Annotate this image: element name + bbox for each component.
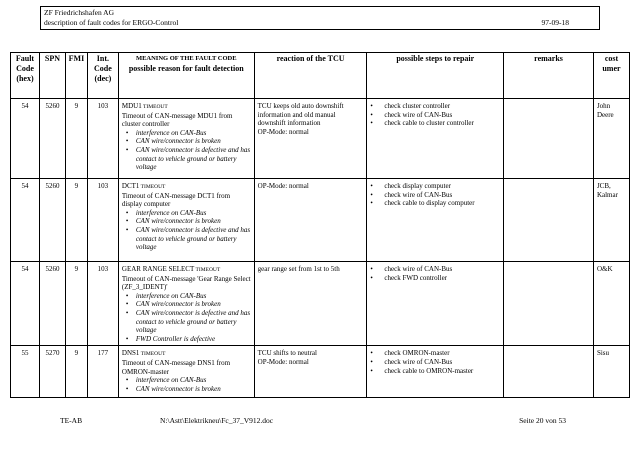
cell-meaning: [118, 346, 254, 398]
cell-steps: [367, 99, 504, 179]
cause-list: [122, 376, 251, 393]
col-spn: SPN: [39, 53, 65, 99]
timeout-message: Timeout of CAN-message DCT1 from display computer: [121, 191, 231, 209]
repair-step: • check wire of CAN-Bus: [370, 358, 500, 367]
col-fmi: FMI: [65, 53, 87, 99]
col-int-code: Int. Code (dec): [87, 53, 118, 99]
signal-id: DCT1: [121, 182, 140, 190]
reaction-text: gear range set from 1st to 5th: [257, 265, 340, 273]
cell-reaction: [254, 99, 367, 179]
cell-int-code: 103: [87, 262, 118, 346]
repair-step-list: [370, 349, 500, 375]
cause-list: [122, 209, 251, 252]
repair-step: • check FWD controller: [370, 274, 500, 283]
cell-reaction: [254, 346, 367, 398]
cell-spn: 5260: [39, 262, 65, 346]
cell-meaning: [118, 99, 254, 179]
col-meaning-title: MEANING OF THE FAULT CODE: [135, 55, 237, 62]
cause-item: • interference on CAN-Bus: [126, 292, 251, 301]
signal-suffix: TIMEOUT: [195, 267, 221, 273]
col-meaning: [118, 53, 254, 99]
cause-item: • interference on CAN-Bus: [126, 209, 251, 218]
cell-fmi: 9: [65, 179, 87, 262]
repair-step: • check wire of CAN-Bus: [370, 191, 500, 200]
cause-item: • interference on CAN-Bus: [126, 129, 251, 138]
timeout-message: Timeout of CAN-message DNS1 from OMRON-master: [121, 358, 231, 376]
signal-id: GEAR RANGE SELECT: [121, 265, 195, 273]
fault-code-table: [10, 52, 630, 398]
reaction-text: TCU shifts to neutral: [257, 349, 317, 358]
timeout-message: Timeout of CAN-message 'Gear Range Select (ZF_3_IDENT)': [121, 274, 251, 292]
cell-spn: 5270: [39, 346, 65, 398]
table-row: [11, 262, 630, 346]
table-header-row: [11, 53, 630, 99]
document-description: description of fault codes for ERGO-Control: [44, 18, 179, 27]
cause-item: • CAN wire/connector is defective and has contact to vehicle ground or battery voltage: [126, 309, 251, 335]
cell-remarks: [504, 346, 594, 398]
op-mode: OP-Mode: normal: [257, 357, 309, 366]
cell-fault-code: 55: [11, 346, 40, 398]
signal-name: [122, 182, 251, 192]
cause-item: • CAN wire/connector is broken: [126, 300, 251, 309]
repair-step: • check cable to OMRON-master: [370, 367, 500, 376]
cell-int-code: 103: [87, 179, 118, 262]
cell-int-code: 177: [87, 346, 118, 398]
cause-item: • CAN wire/connector is broken: [126, 137, 251, 146]
cell-spn: 5260: [39, 99, 65, 179]
repair-step-list: [370, 182, 500, 208]
op-mode: OP-Mode: normal: [257, 127, 309, 136]
cell-customer: JCB, Kalmar: [593, 179, 629, 262]
footer-department: TE-AB: [60, 416, 83, 425]
reaction-text: OP-Mode: normal: [257, 182, 309, 190]
cause-item: • FWD Controller is defective: [126, 335, 251, 344]
cell-spn: 5260: [39, 179, 65, 262]
repair-step: • check cable to cluster controller: [370, 119, 500, 128]
signal-id: MDU1: [121, 102, 142, 110]
cell-int-code: 103: [87, 99, 118, 179]
signal-suffix: TIMEOUT: [143, 104, 168, 110]
cell-fmi: 9: [65, 99, 87, 179]
cell-fault-code: 54: [11, 99, 40, 179]
cell-meaning: [118, 262, 254, 346]
cause-item: • CAN wire/connector is defective and has contact to vehicle ground or battery voltage: [126, 146, 251, 172]
signal-name: [122, 102, 251, 112]
company-name: ZF Friedrichshafen AG: [44, 8, 114, 17]
cell-meaning: [118, 179, 254, 262]
cell-remarks: [504, 179, 594, 262]
footer-page-number: Seite 20 von 53: [519, 416, 566, 425]
cell-remarks: [504, 262, 594, 346]
cause-list: [122, 292, 251, 344]
cause-item: • interference on CAN-Bus: [126, 376, 251, 385]
signal-name: [122, 349, 251, 359]
reaction-text: TCU keeps old auto downshift information and old manual downshift information: [257, 102, 344, 128]
repair-step: • check OMRON-master: [370, 349, 500, 358]
cell-steps: [367, 179, 504, 262]
page-header: [40, 6, 600, 30]
col-fault-code: Fault Code (hex): [11, 53, 40, 99]
table-row: [11, 179, 630, 262]
col-remarks: remarks: [504, 53, 594, 99]
repair-step: • check cable to display computer: [370, 199, 500, 208]
table-row: [11, 99, 630, 179]
cell-customer: O&K: [593, 262, 629, 346]
cell-fmi: 9: [65, 346, 87, 398]
signal-suffix: TIMEOUT: [140, 351, 166, 358]
signal-suffix: TIMEOUT: [140, 184, 166, 190]
repair-step: • check cluster controller: [370, 102, 500, 111]
cell-steps: [367, 346, 504, 398]
cell-reaction: [254, 262, 367, 346]
col-meaning-subtitle: possible reason for fault detection: [128, 64, 244, 73]
repair-step-list: [370, 102, 500, 128]
col-customer: cost umer: [593, 53, 629, 99]
cell-reaction: [254, 179, 367, 262]
document-date: 97-09-18: [541, 18, 569, 27]
cause-item: • CAN wire/connector is broken: [126, 385, 251, 394]
cell-remarks: [504, 99, 594, 179]
repair-step: • check display computer: [370, 182, 500, 191]
cell-fault-code: 54: [11, 179, 40, 262]
repair-step-list: [370, 265, 500, 282]
signal-id: DNS1: [121, 349, 140, 358]
repair-step: • check wire of CAN-Bus: [370, 111, 500, 120]
cause-item: • CAN wire/connector is broken: [126, 217, 251, 226]
col-steps: possible steps to repair: [367, 53, 504, 99]
cell-steps: [367, 262, 504, 346]
timeout-message: Timeout of CAN-message MDU1 from cluster controller: [121, 111, 233, 129]
col-reaction: reaction of the TCU: [254, 53, 367, 99]
cell-customer: John Deere: [593, 99, 629, 179]
signal-name: [122, 265, 251, 275]
table-row: [11, 346, 630, 398]
cause-item: • CAN wire/connector is defective and has contact to vehicle ground or battery voltage: [126, 226, 251, 252]
cause-list: [122, 129, 251, 172]
cell-customer: Sisu: [593, 346, 629, 398]
cell-fmi: 9: [65, 262, 87, 346]
cell-fault-code: 54: [11, 262, 40, 346]
repair-step: • check wire of CAN-Bus: [370, 265, 500, 274]
footer-file-path: N:\Astt\Elektrikneu\Fc_37_V912.doc: [160, 416, 274, 425]
